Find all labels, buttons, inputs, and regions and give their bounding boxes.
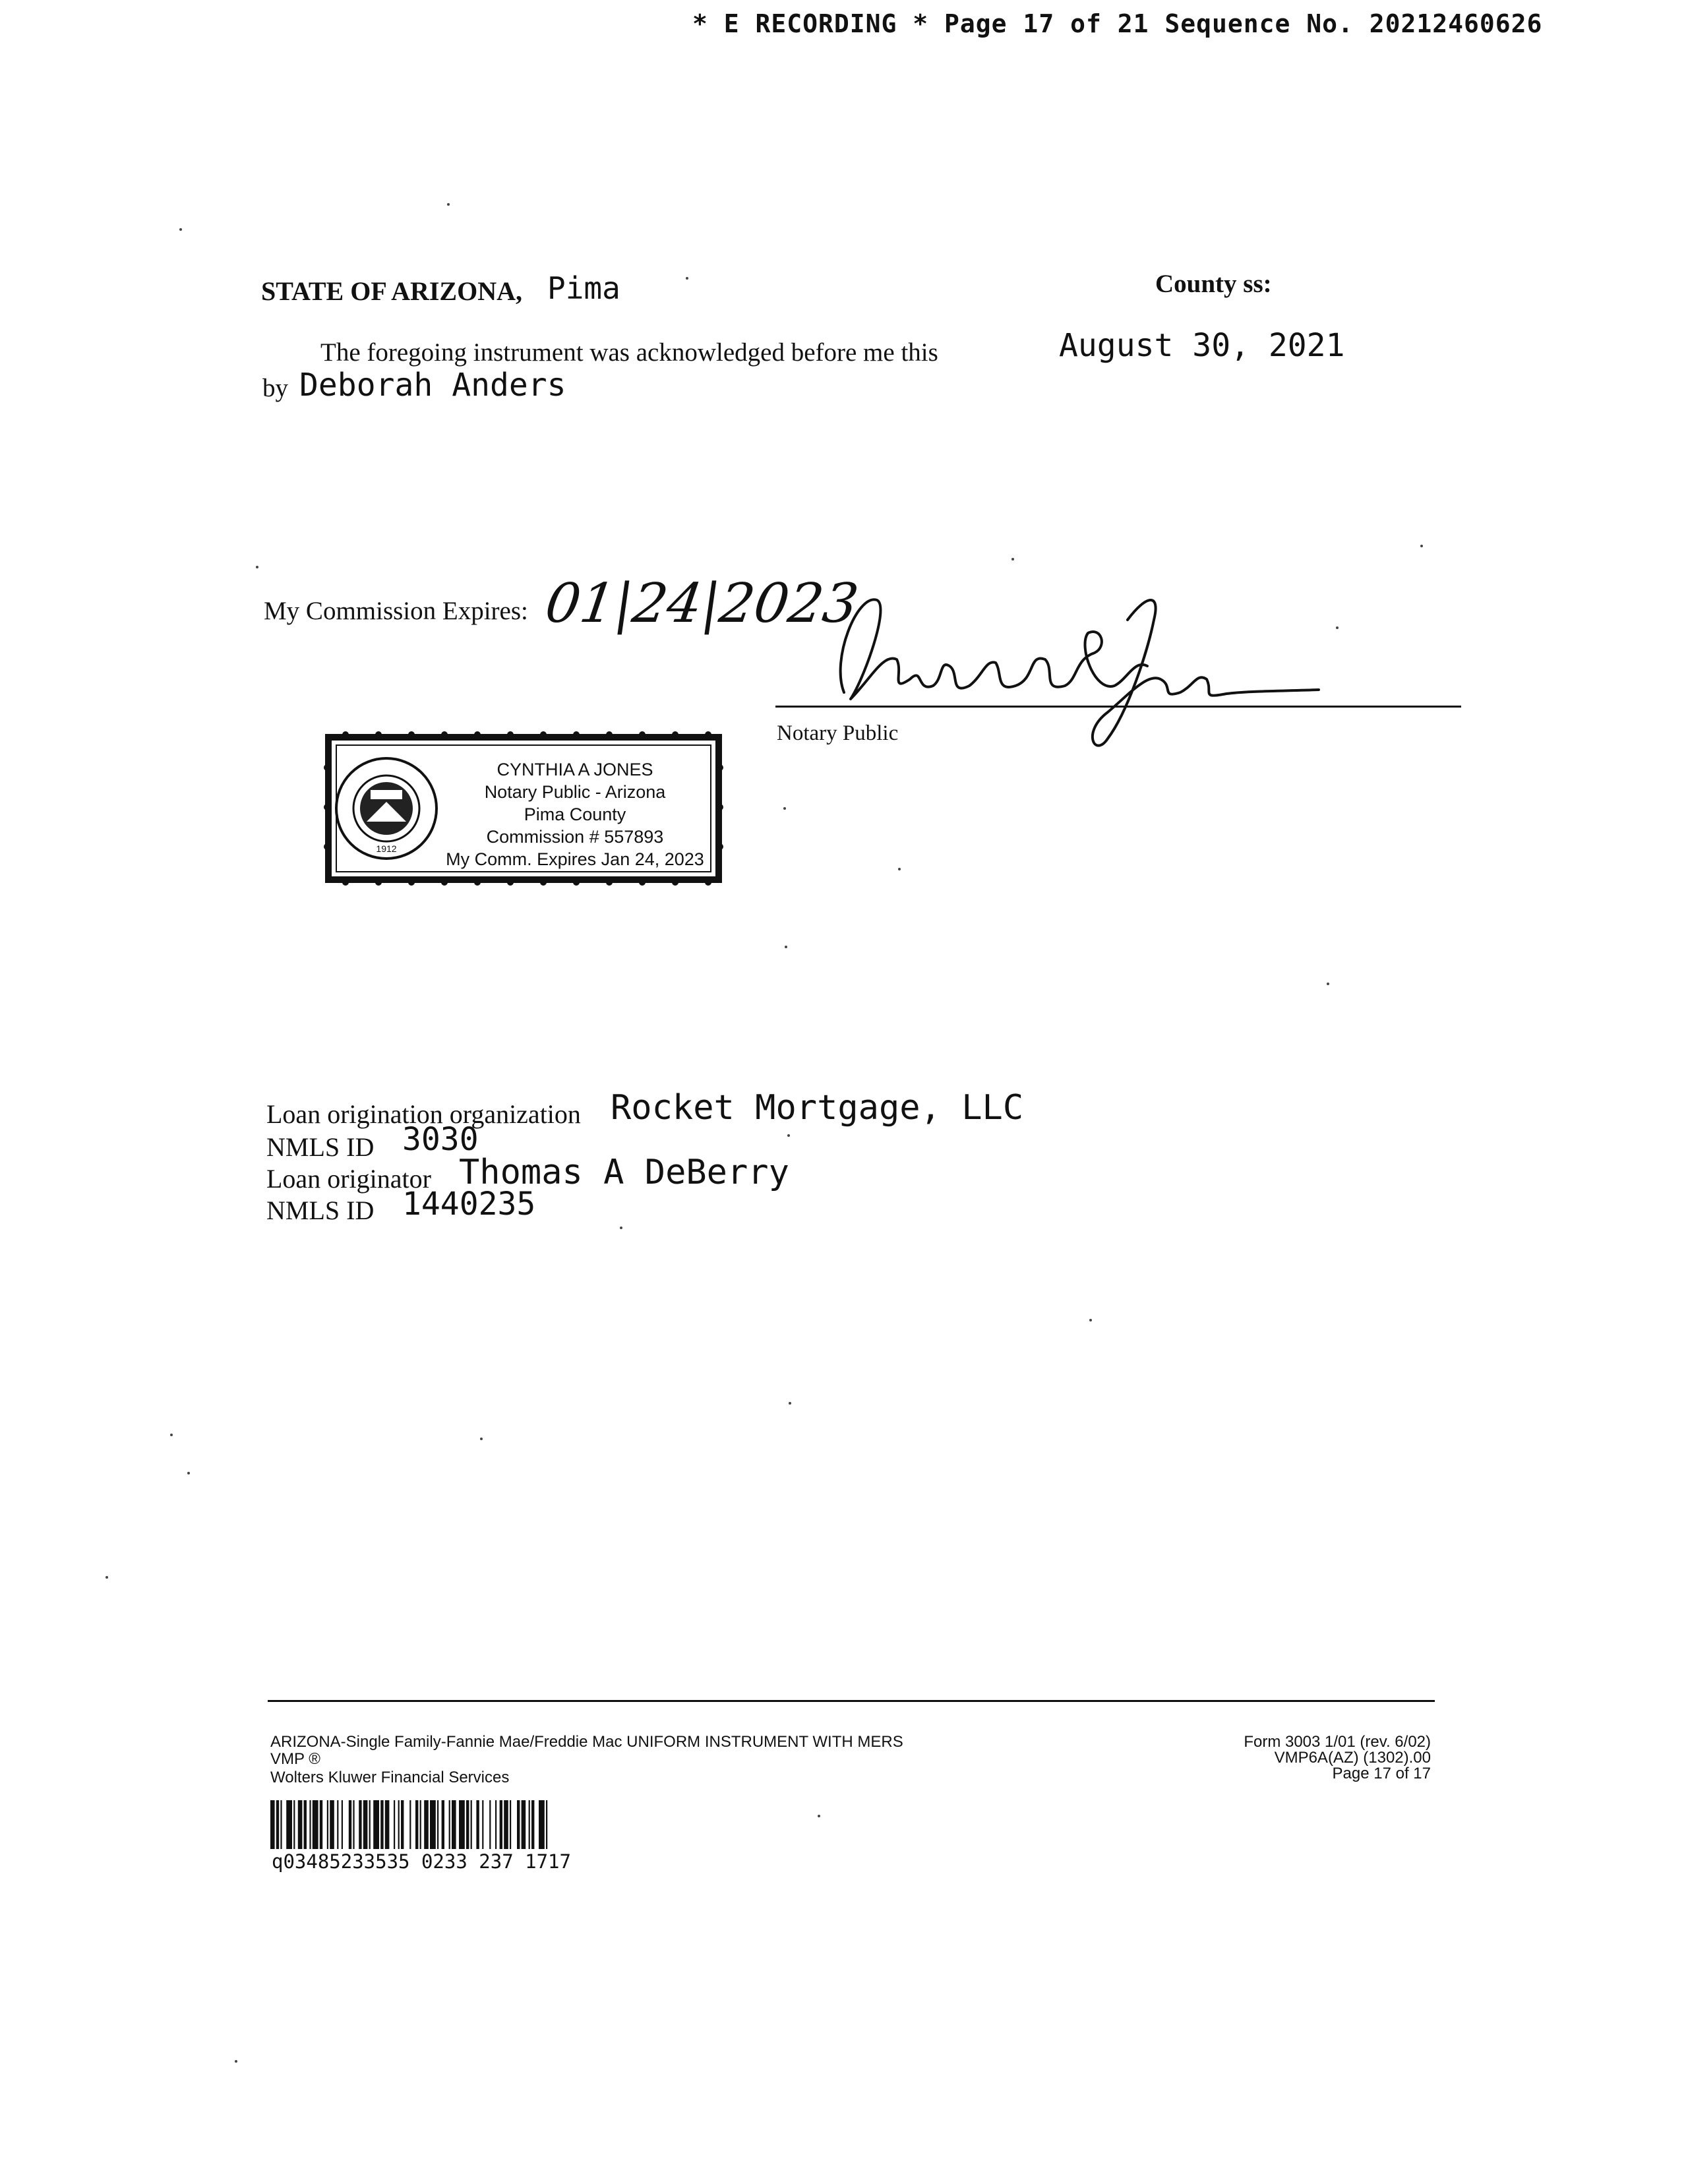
- barcode-bar: [394, 1800, 395, 1849]
- scan-speck: [898, 868, 901, 870]
- stamp-line: Pima County: [524, 804, 626, 824]
- scan-speck: [256, 566, 258, 568]
- barcode-bar: [546, 1800, 547, 1849]
- scan-speck: [785, 946, 787, 948]
- barcode-bar: [466, 1800, 469, 1849]
- barcode-bar: [510, 1800, 511, 1849]
- barcode-bar: [330, 1800, 334, 1849]
- barcode-bar: [280, 1800, 282, 1849]
- barcode-bar: [398, 1800, 400, 1849]
- barcode-bar: [452, 1800, 456, 1849]
- barcode-bar: [482, 1800, 483, 1849]
- barcode-bar: [385, 1800, 390, 1849]
- barcode-bar: [359, 1800, 361, 1849]
- scan-speck: [106, 1576, 108, 1579]
- scan-speck: [447, 203, 450, 206]
- recording-header: * E RECORDING * Page 17 of 21 Sequence No. 20212460626: [692, 9, 1543, 38]
- scan-speck: [620, 1227, 622, 1229]
- barcode-bar: [415, 1800, 418, 1849]
- barcode-bar: [471, 1800, 472, 1849]
- county-value: Pima: [547, 270, 620, 306]
- barcode-bar: [309, 1800, 311, 1849]
- acknowledgment-statement: The foregoing instrument was acknowledged before me this: [320, 338, 938, 367]
- barcode-bar: [504, 1800, 508, 1849]
- barcode-bar: [500, 1800, 502, 1849]
- barcode-bar: [401, 1800, 404, 1849]
- barcode-bar: [517, 1800, 520, 1849]
- scan-speck: [818, 1815, 820, 1817]
- footer-rule: [268, 1700, 1435, 1702]
- barcode-bar: [363, 1800, 368, 1849]
- scan-speck: [1011, 558, 1014, 561]
- scan-speck: [789, 1402, 791, 1405]
- scan-speck: [1327, 983, 1329, 985]
- org-nmls-value: 3030: [402, 1121, 479, 1158]
- barcode-bar: [437, 1800, 438, 1849]
- barcode-bar: [380, 1800, 383, 1849]
- originator-value: Thomas A DeBerry: [459, 1153, 789, 1192]
- barcode-bar: [529, 1800, 530, 1849]
- stamp-line: CYNTHIA A JONES: [497, 760, 653, 779]
- scan-speck: [1089, 1319, 1092, 1321]
- barcode-bar: [320, 1800, 322, 1849]
- barcode-text: q03485233535 0233 237 1717: [272, 1850, 571, 1873]
- scan-speck: [480, 1438, 483, 1440]
- originator-label: Loan originator: [266, 1164, 431, 1194]
- barcode-bar: [449, 1800, 450, 1849]
- footer-vmp-code: VMP6A(AZ) (1302).00: [1274, 1749, 1431, 1767]
- barcode-bar: [304, 1800, 307, 1849]
- scan-speck: [235, 2060, 237, 2063]
- barcode-bar: [489, 1800, 491, 1849]
- footer-form-title: ARIZONA-Single Family-Fannie Mae/Freddie Mac UNIFORM INSTRUMENT WITH MERS: [270, 1733, 903, 1751]
- barcode-bar: [420, 1800, 421, 1849]
- scan-speck: [787, 1134, 790, 1137]
- scan-speck: [1420, 545, 1423, 547]
- footer-vmp: VMP ®: [270, 1750, 320, 1768]
- by-label: by: [262, 374, 288, 402]
- scan-speck: [170, 1434, 173, 1436]
- barcode-bar: [442, 1800, 444, 1849]
- commission-expires-label: My Commission Expires:: [264, 597, 528, 625]
- scan-speck: [783, 807, 786, 810]
- barcode-bar: [522, 1800, 526, 1849]
- scan-speck: [686, 277, 688, 280]
- barcode-bar: [286, 1800, 292, 1849]
- barcode-bar: [459, 1800, 465, 1849]
- barcode: [270, 1800, 732, 1849]
- barcode-bar: [342, 1800, 343, 1849]
- barcode-bar: [373, 1800, 379, 1849]
- scan-speck: [179, 228, 182, 231]
- scan-speck: [1336, 626, 1339, 629]
- barcode-bar: [327, 1800, 328, 1849]
- svg-text:1912: 1912: [376, 843, 397, 854]
- loan-org-label: Loan origination organization: [266, 1099, 581, 1129]
- originator-nmls-value: 1440235: [402, 1186, 536, 1223]
- org-nmls-label: NMLS ID: [266, 1132, 375, 1162]
- state-label: STATE OF ARIZONA,: [261, 276, 522, 306]
- barcode-bar: [424, 1800, 429, 1849]
- footer-page-number: Page 17 of 17: [1332, 1765, 1431, 1782]
- barcode-bar: [293, 1800, 295, 1849]
- barcode-bar: [476, 1800, 479, 1849]
- barcode-bar: [353, 1800, 354, 1849]
- stamp-line: Commission # 557893: [486, 827, 664, 847]
- notary-stamp: [319, 728, 728, 889]
- barcode-bar: [531, 1800, 534, 1849]
- state-seal-icon: [334, 756, 439, 861]
- signature-line: [775, 706, 1461, 708]
- signer-name: Deborah Anders: [299, 367, 566, 404]
- barcode-bar: [539, 1800, 545, 1849]
- footer-form-number: Form 3003 1/01 (rev. 6/02): [1244, 1733, 1431, 1751]
- loan-org-value: Rocket Mortgage, LLC: [611, 1088, 1024, 1128]
- barcode-bar: [369, 1800, 371, 1849]
- barcode-bar: [337, 1800, 338, 1849]
- barcode-bar: [313, 1800, 318, 1849]
- barcode-bar: [276, 1800, 279, 1849]
- acknowledgment-date: August 30, 2021: [1059, 327, 1345, 364]
- barcode-bar: [430, 1800, 436, 1849]
- commission-handwritten-date: 01|24|2023: [541, 572, 862, 635]
- barcode-bar: [270, 1800, 275, 1849]
- stamp-line: Notary Public - Arizona: [484, 782, 666, 802]
- barcode-bar: [495, 1800, 497, 1849]
- county-label: County ss:: [1155, 270, 1272, 298]
- stamp-text: [437, 758, 713, 870]
- stamp-line: My Comm. Expires Jan 24, 2023: [446, 849, 704, 869]
- originator-nmls-label: NMLS ID: [266, 1196, 375, 1225]
- notary-public-label: Notary Public: [777, 721, 899, 745]
- barcode-bar: [298, 1800, 303, 1849]
- scan-speck: [187, 1472, 190, 1474]
- barcode-bar: [409, 1800, 411, 1849]
- barcode-bar: [349, 1800, 351, 1849]
- footer-publisher: Wolters Kluwer Financial Services: [270, 1769, 510, 1786]
